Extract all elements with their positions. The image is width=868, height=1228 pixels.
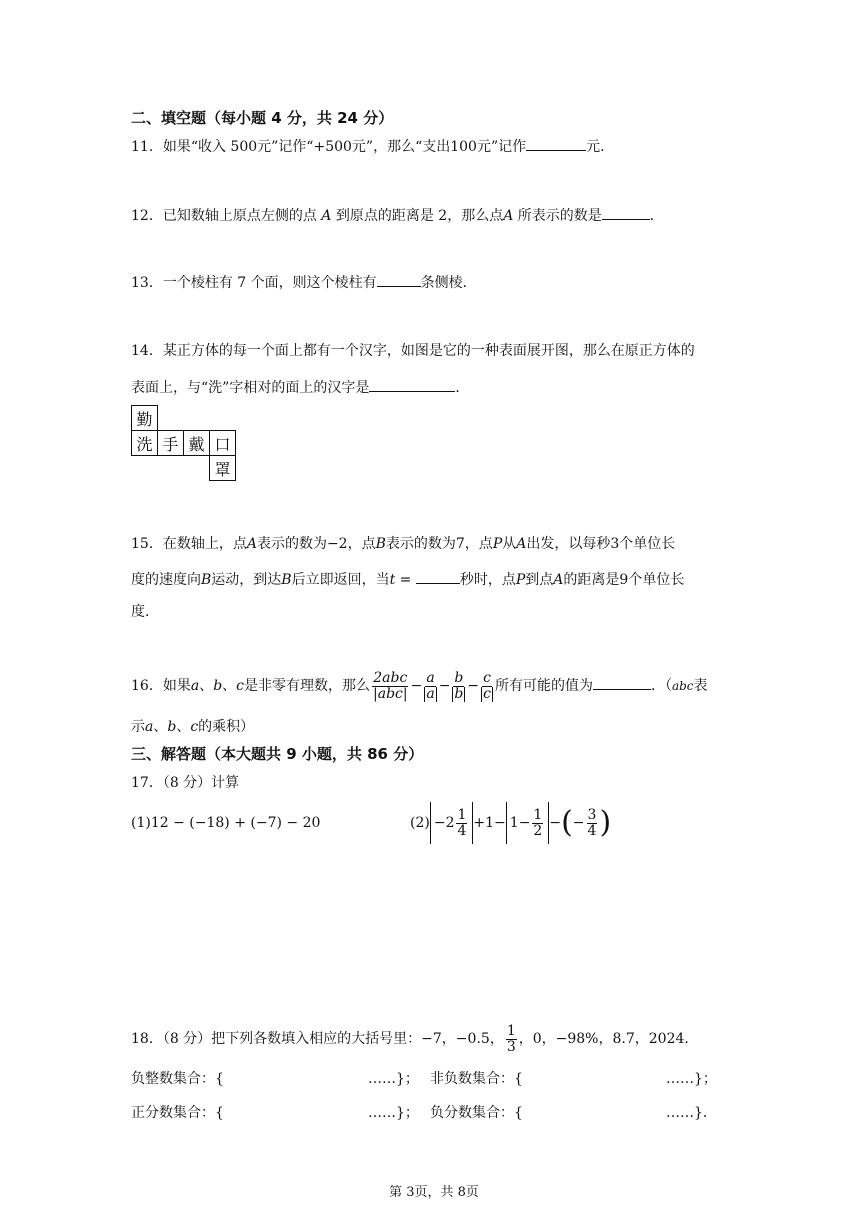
- q16-var-c: c: [236, 678, 244, 694]
- q16-sep: 、: [222, 678, 237, 694]
- q16-blank[interactable]: [593, 675, 651, 690]
- q15-text: 从: [502, 536, 517, 552]
- q16-den: b: [454, 685, 464, 702]
- q12-var-a: A: [321, 208, 332, 224]
- q16-sep: 、: [153, 719, 168, 735]
- negative-fraction-set-label: 负分数集合：{: [430, 1105, 523, 1121]
- q16-text: 示: [131, 719, 145, 735]
- q16-var-a: a: [145, 719, 154, 735]
- q16-fraction-a: [424, 671, 436, 702]
- q15-var-t: t: [389, 572, 396, 588]
- positive-fraction-set-label: 正分数集合：{: [131, 1105, 224, 1121]
- q15-blank[interactable]: [416, 569, 460, 584]
- q17-frac: [587, 808, 598, 839]
- q17-num: 1: [533, 806, 543, 823]
- q16-num: b: [454, 669, 464, 686]
- abs-value: [430, 802, 474, 844]
- q12-post: ．: [649, 208, 664, 224]
- minus-sign: −: [467, 678, 480, 694]
- question-15-line3: 度．: [131, 604, 159, 620]
- question-18: [131, 1019, 698, 1059]
- q17-num: 1: [457, 806, 467, 823]
- q15-text: 表示的数为: [256, 536, 327, 552]
- q15-text: ，点: [347, 536, 376, 552]
- minus-sign: −: [438, 678, 451, 694]
- q16-den: a: [426, 685, 435, 702]
- non-negative-set-end: ……}；: [666, 1071, 717, 1087]
- q16-var-abc: abc: [671, 679, 694, 693]
- q17-frac: [456, 808, 467, 839]
- q15-text: 个单位长: [619, 536, 676, 552]
- q15-text: 表示的数为: [385, 536, 456, 552]
- q17-op: −: [549, 815, 562, 831]
- q15-text: 运动，到达: [211, 572, 282, 588]
- q15-text: 度的速度向: [131, 572, 201, 588]
- q15-text: 到点: [525, 572, 554, 588]
- q16-var-c: c: [190, 719, 199, 735]
- negative-integer-set-label: 负整数集合：{: [131, 1071, 224, 1087]
- q18-den: 3: [506, 1038, 516, 1055]
- cube-cell: 勤: [132, 406, 158, 431]
- question-11: [131, 136, 614, 157]
- q16-num: 2abc: [373, 669, 408, 686]
- q16-den: |abc|: [373, 685, 408, 702]
- q17-den: 4: [587, 822, 597, 839]
- section-3-title: 三、解答题（本大题共 9 小题，共 86 分）: [131, 745, 424, 763]
- q17-num: 1−: [509, 815, 531, 831]
- q16-text: 的乘积）: [198, 719, 255, 735]
- q12-mid: 到原点的距离是 2，那么点: [335, 208, 504, 224]
- question-13: [131, 272, 477, 293]
- q15-var-b: B: [201, 572, 212, 588]
- cube-cell: 罩: [210, 456, 236, 481]
- q15-var-a: A: [553, 572, 564, 588]
- q16-var-a: a: [190, 678, 200, 694]
- question-17-title: 17．（8 分）计算: [131, 775, 240, 791]
- q17-num: −2: [433, 815, 455, 831]
- q15-speed: 3: [610, 536, 620, 552]
- negative-fraction-set-end: ……}．: [666, 1105, 717, 1121]
- q15-var-a: A: [516, 536, 527, 552]
- q16-sep: 、: [176, 719, 191, 735]
- q17-num: 3: [587, 806, 597, 823]
- q17-p2-label: (2): [410, 815, 430, 831]
- cube-cell: 手: [158, 431, 184, 456]
- q11-post: 元．: [586, 139, 615, 155]
- q16-fraction-c: [481, 671, 493, 702]
- q15-value-b: 7: [455, 536, 465, 552]
- q15-text: 后立即返回，当: [291, 572, 390, 588]
- q15-text: 秒时，点: [459, 572, 516, 588]
- positive-fraction-set-end: ……}；: [368, 1105, 419, 1121]
- q15-text: 的距离是: [563, 572, 620, 588]
- minus-sign: −: [572, 815, 585, 831]
- q14-line2-text: 表面上，与“洗”字相对的面上的汉字是: [131, 380, 370, 396]
- q17-op: +1−: [473, 815, 506, 831]
- q16-den: c: [483, 685, 491, 702]
- q15-var-b: B: [375, 536, 386, 552]
- q12-var-a2: A: [503, 208, 514, 224]
- q15-text: 出发，以每秒: [526, 536, 611, 552]
- question-12: [131, 205, 664, 226]
- q15-var-b: B: [281, 572, 292, 588]
- q16-text: 所有可能的值为: [494, 678, 593, 694]
- question-17-part2: [410, 802, 611, 844]
- cube-cell: 洗: [132, 431, 158, 456]
- question-16-line2: [131, 717, 254, 737]
- question-15-line2: [131, 569, 684, 590]
- abs-value: [506, 802, 550, 844]
- q18-num: 1: [506, 1022, 516, 1039]
- question-15-line1: [131, 534, 675, 554]
- right-paren: ): [599, 805, 612, 840]
- cube-net: [131, 405, 236, 481]
- q15-var-p: P: [492, 536, 503, 552]
- q12-text: 12．已知数轴上原点左侧的点: [131, 208, 317, 224]
- left-paren: (: [561, 805, 573, 840]
- page-footer: 第 3页，共 8页: [389, 1185, 479, 1200]
- q11-text: 11．如果“收入 500元”记作“+500元”，那么“支出100元”记作: [131, 139, 527, 155]
- q13-post: 条侧棱．: [420, 275, 477, 291]
- q16-fraction-b: [452, 671, 465, 702]
- q16-num: a: [426, 669, 435, 686]
- q15-eq: =: [395, 572, 416, 588]
- q16-text: 16．如果: [131, 678, 191, 694]
- q18-text: 18．（8 分）把下列各数填入相应的大括号里：−7，−0.5，: [131, 1031, 504, 1047]
- q17-frac: [532, 808, 543, 839]
- q16-text: ．（: [650, 678, 672, 694]
- q12-post2: 所表示的数是: [517, 208, 602, 224]
- cube-cell: 口: [210, 431, 236, 456]
- question-14-line2: [131, 377, 469, 398]
- cube-cell: 戴: [184, 431, 210, 456]
- q18-text: ，0，−98%，8.7，2024．: [518, 1031, 699, 1047]
- q15-dist: 9: [619, 572, 629, 588]
- minus-sign: −: [410, 678, 423, 694]
- q16-var-b: b: [213, 678, 223, 694]
- section-2-title: 二、填空题（每小题 4 分，共 24 分）: [131, 109, 394, 127]
- q16-text: 表: [693, 678, 708, 694]
- q18-frac: [506, 1024, 517, 1055]
- q16-var-b: b: [167, 719, 177, 735]
- q16-num: c: [483, 669, 491, 686]
- q15-text: 15．在数轴上，点: [131, 536, 247, 552]
- q15-value-a: −2: [326, 536, 348, 552]
- q16-sep: 、: [199, 678, 214, 694]
- q15-var-p: P: [515, 572, 526, 588]
- question-17-part1: (1)12 − (−18) + (−7) − 20: [131, 815, 321, 831]
- q14-post: ．: [455, 380, 470, 396]
- q16-fraction-abc: [372, 671, 409, 702]
- non-negative-set-label: 非负数集合：{: [430, 1071, 523, 1087]
- q15-text: ，点: [464, 536, 493, 552]
- q13-text: 13．一个棱柱有 7 个面，则这个棱柱有: [131, 275, 377, 291]
- q17-den: 4: [457, 822, 467, 839]
- q15-text: 个单位长: [628, 572, 685, 588]
- q11-blank[interactable]: [526, 136, 586, 151]
- q13-blank[interactable]: [377, 272, 421, 287]
- q16-text: 是非零有理数，那么: [244, 678, 370, 694]
- question-16: [131, 666, 708, 706]
- q17-den: 2: [533, 822, 543, 839]
- q15-var-a: A: [246, 536, 257, 552]
- q12-blank[interactable]: [602, 205, 650, 220]
- q14-blank[interactable]: [369, 377, 455, 392]
- negative-integer-set-end: ……}；: [368, 1071, 419, 1087]
- question-14-line1: 14．某正方体的每一个面上都有一个汉字，如图是它的一种表面展开图，那么在原正方体的: [131, 343, 695, 359]
